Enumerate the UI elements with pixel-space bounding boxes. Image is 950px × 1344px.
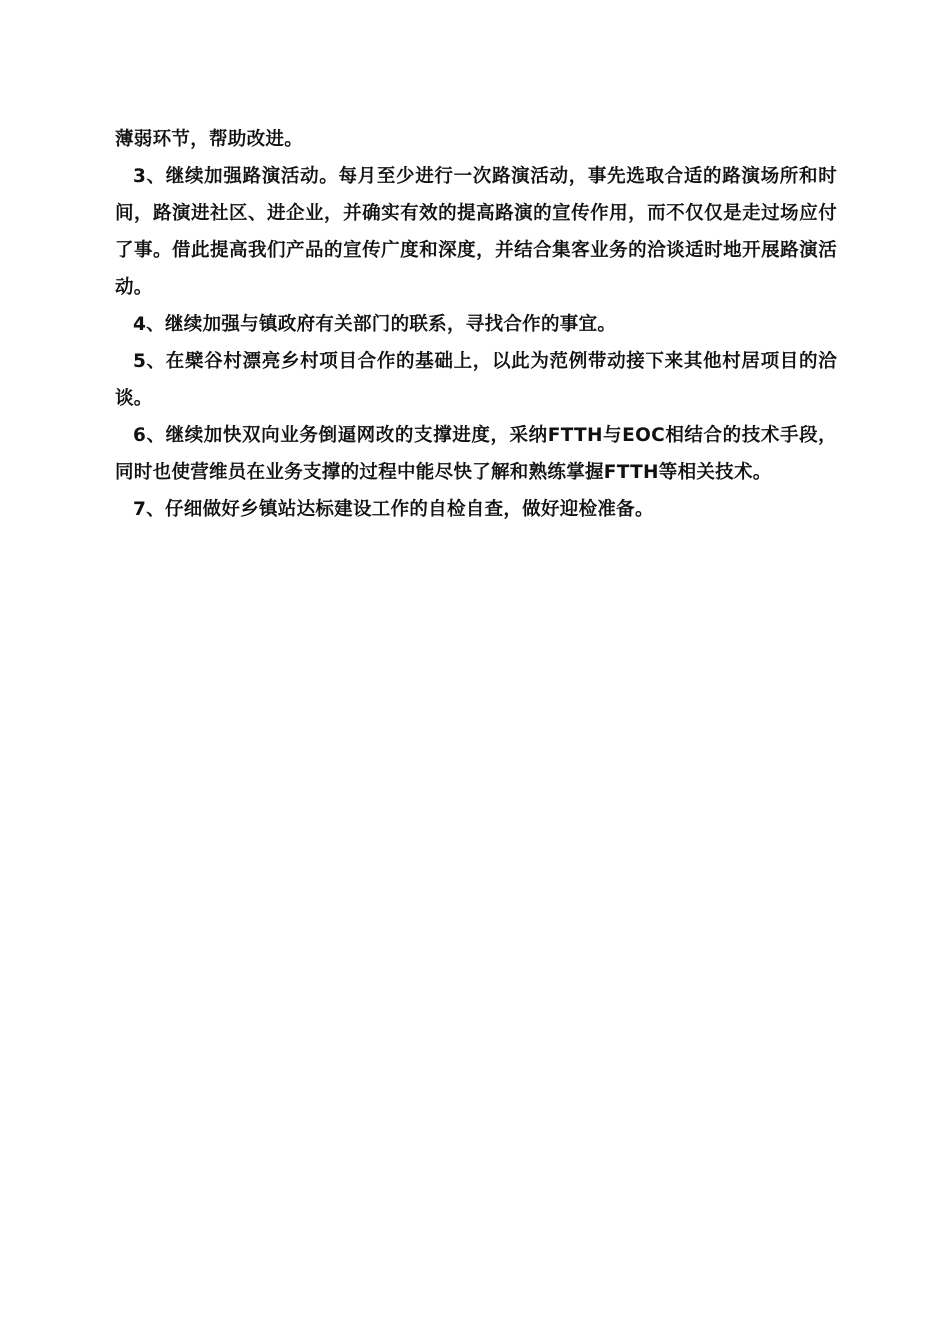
paragraph-item-5: 5、在檗谷村漂亮乡村项目合作的基础上，以此为范例带动接下来其他村居项目的洽谈。 <box>115 351 837 409</box>
document-body <box>115 121 837 528</box>
paragraph-item-6: 6、继续加快双向业务倒逼网改的支撑进度，采纳FTTH与EOC相结合的技术手段，同时也使营维员在业务支撑的过程中能尽快了解和熟练掌握FTTH等相关技术。 <box>115 425 837 483</box>
paragraph-item-4: 4、继续加强与镇政府有关部门的联系，寻找合作的事宜。 <box>133 314 617 335</box>
paragraph-continuation: 薄弱环节，帮助改进。 <box>115 129 304 150</box>
paragraph-item-7: 7、仔细做好乡镇站达标建设工作的自检自查，做好迎检准备。 <box>133 499 654 520</box>
paragraph-item-3: 3、继续加强路演活动。每月至少进行一次路演活动，事先选取合适的路演场所和时间，路演进社区、进企业，并确实有效的提高路演的宣传作用，而不仅仅是走过场应付了事。借此提高我们产品的宣传广度和深度，并结合集客业务的洽谈适时地开展路演活动。 <box>115 166 837 298</box>
